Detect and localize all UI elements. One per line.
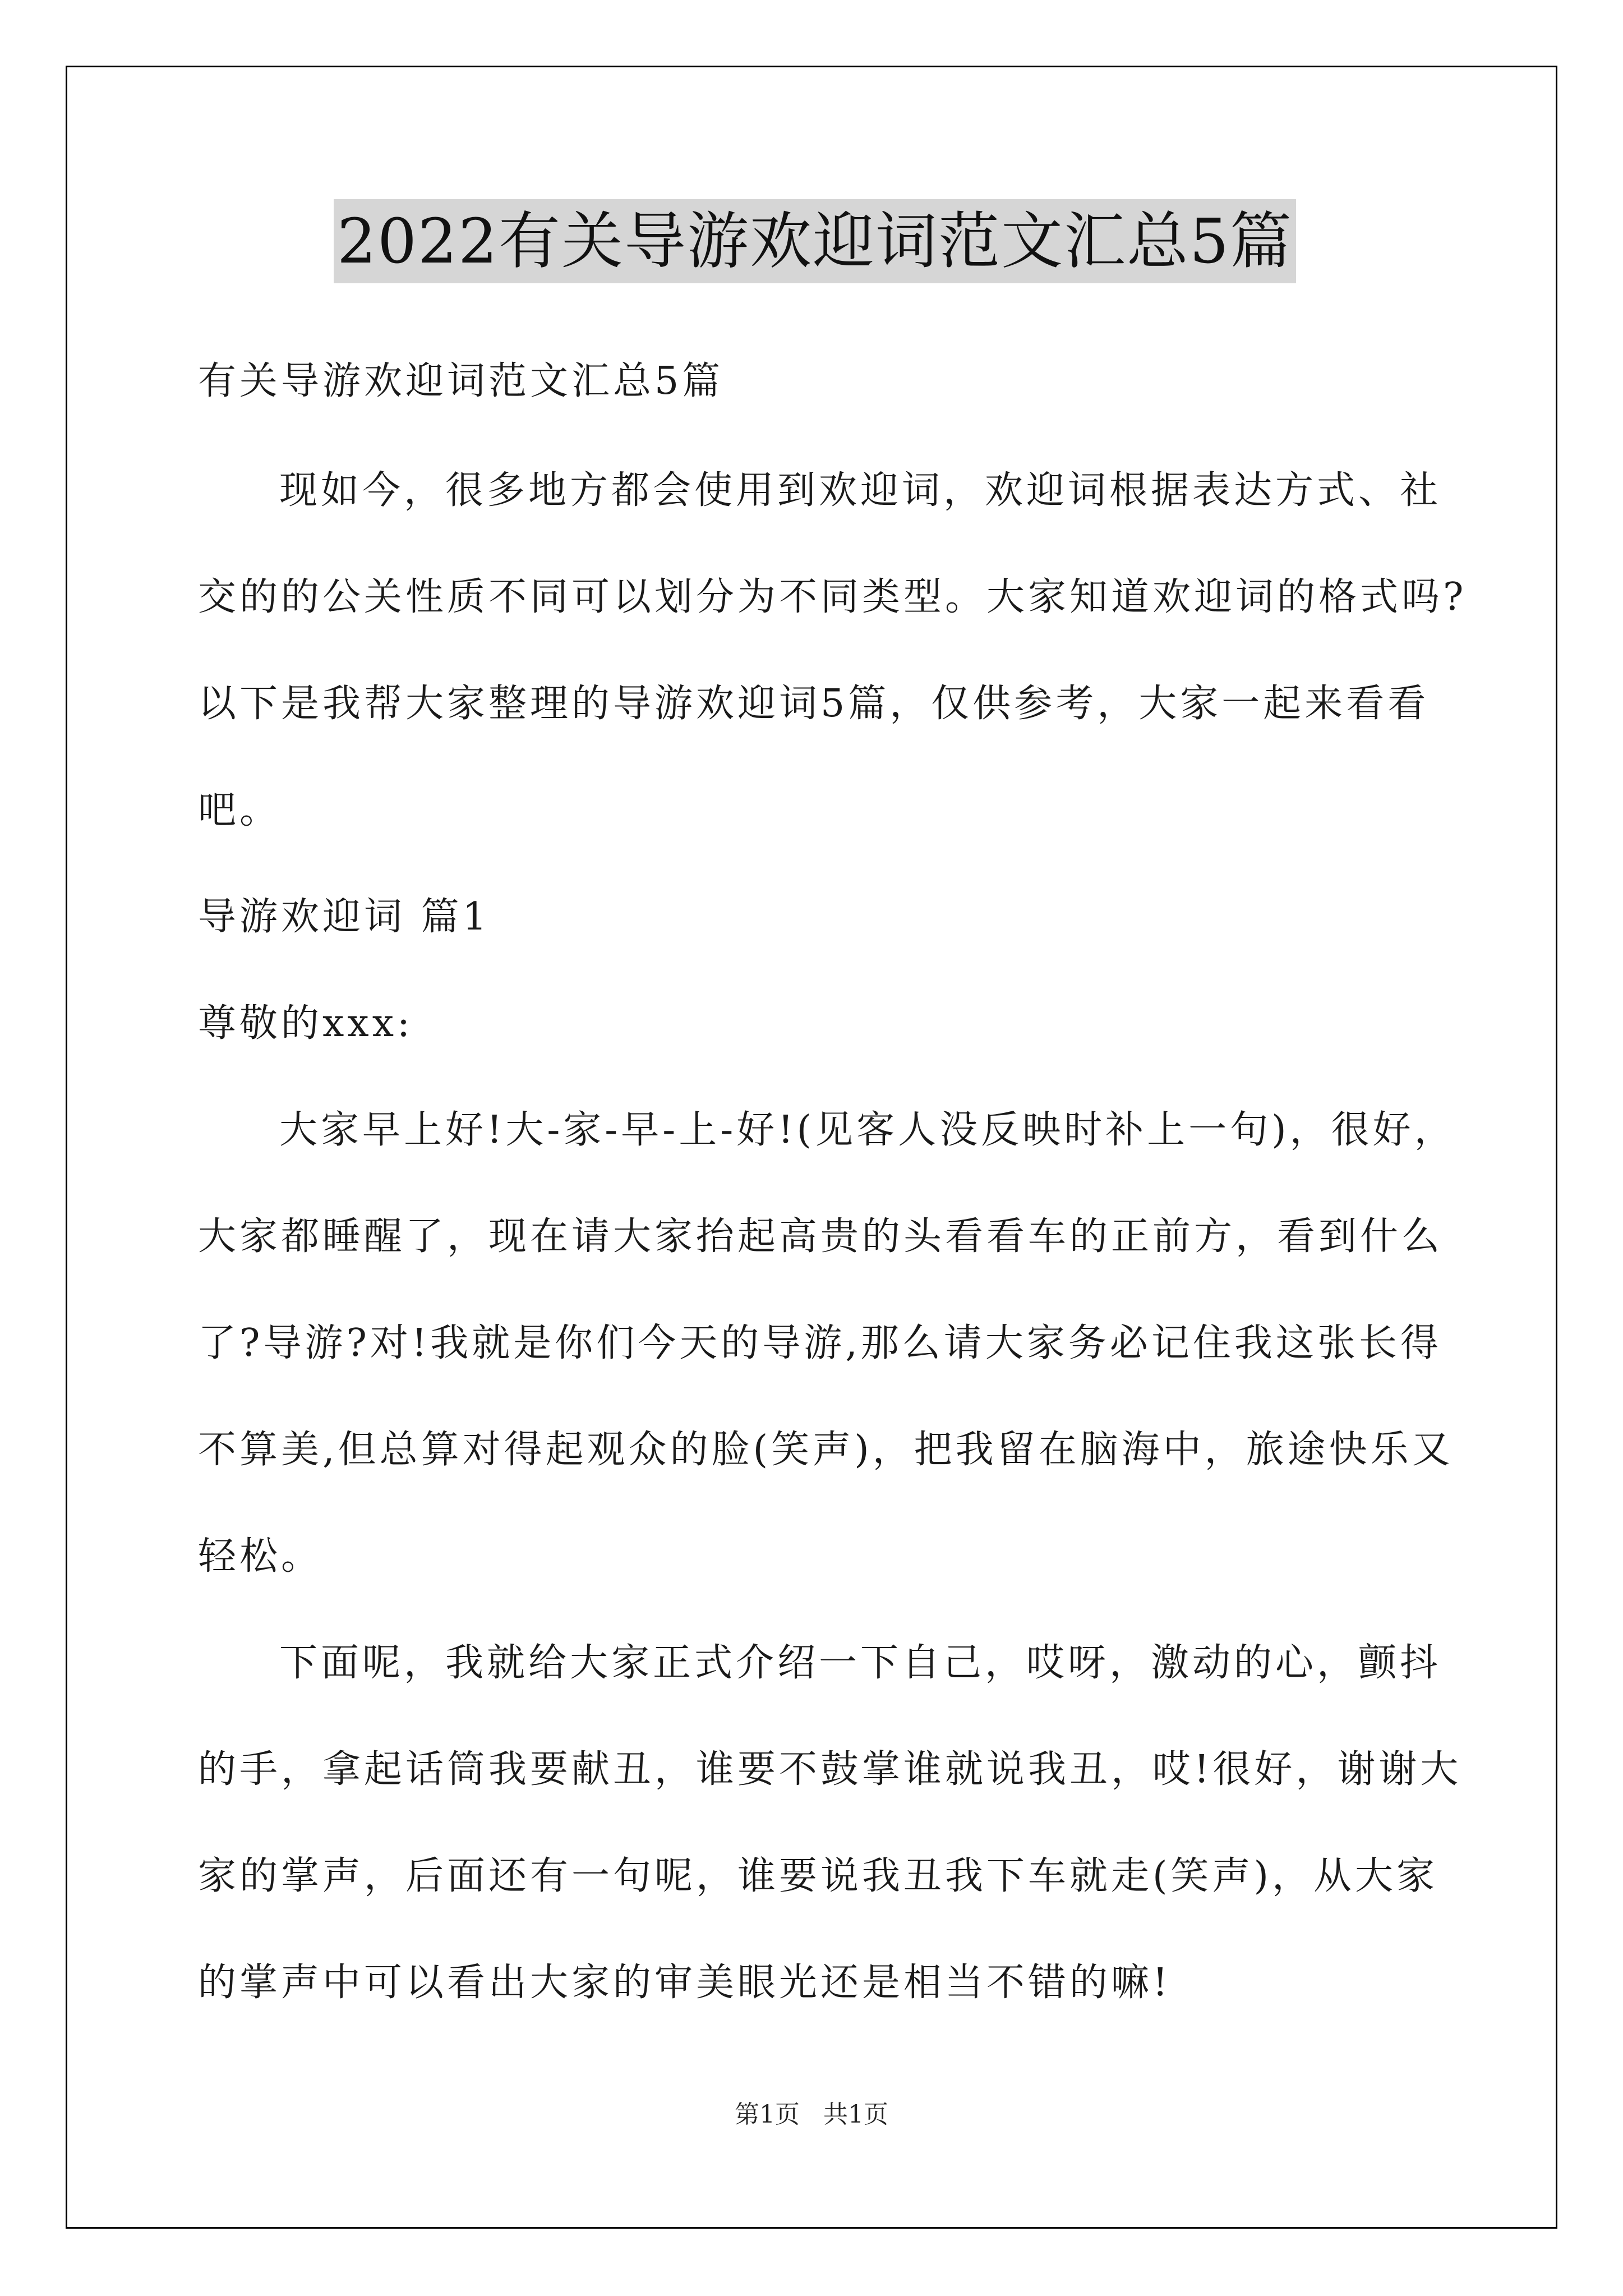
paragraph-line: 的掌声中可以看出大家的审美眼光还是相当不错的嘛!: [198, 1961, 1172, 2005]
intro-line: 现如今，很多地方都会使用到欢迎词，欢迎词根据表达方式、社: [279, 468, 1442, 513]
page-footer: [0, 2098, 1623, 2132]
paragraph-line: 轻松。: [198, 1534, 323, 1579]
paragraph-line: 的手，拿起话筒我要献丑，谁要不鼓掌谁就说我丑，哎!很好，谢谢大: [198, 1747, 1462, 1792]
salutation: 尊敬的xxx:: [198, 1001, 413, 1046]
document-subtitle: 有关导游欢迎词范文汇总5篇: [198, 359, 724, 403]
paragraph-line: 大家早上好!大-家-早-上-好!(见客人没反映时补上一句)，很好，: [279, 1108, 1456, 1152]
intro-line: 吧。: [198, 788, 282, 832]
page-number-total: 共1页: [823, 2100, 888, 2129]
intro-line: 交的的公关性质不同可以划分为不同类型。大家知道欢迎词的格式吗?: [198, 575, 1467, 619]
intro-line: 以下是我帮大家整理的导游欢迎词5篇，仅供参考，大家一起来看看: [198, 682, 1430, 726]
paragraph-line: 家的掌声，后面还有一句呢，谁要说我丑我下车就走(笑声)，从大家: [198, 1854, 1438, 1898]
paragraph-line: 了?导游?对!我就是你们今天的导游,那么请大家务必记住我这张长得: [198, 1321, 1442, 1365]
paragraph-line: 不算美,但总算对得起观众的脸(笑声)，把我留在脑海中，旅途快乐又: [198, 1428, 1454, 1472]
section-heading: 导游欢迎词 篇1: [198, 895, 490, 939]
document-title: 2022有关导游欢迎词范文汇总5篇: [334, 199, 1296, 283]
title-wrap: [198, 199, 1432, 283]
paragraph-line: 下面呢，我就给大家正式介绍一下自己，哎呀，激动的心，颤抖: [279, 1641, 1442, 1685]
page-number-current: 第1页: [735, 2100, 800, 2129]
paragraph-line: 大家都睡醒了，现在请大家抬起高贵的头看看车的正前方，看到什么: [198, 1214, 1444, 1259]
